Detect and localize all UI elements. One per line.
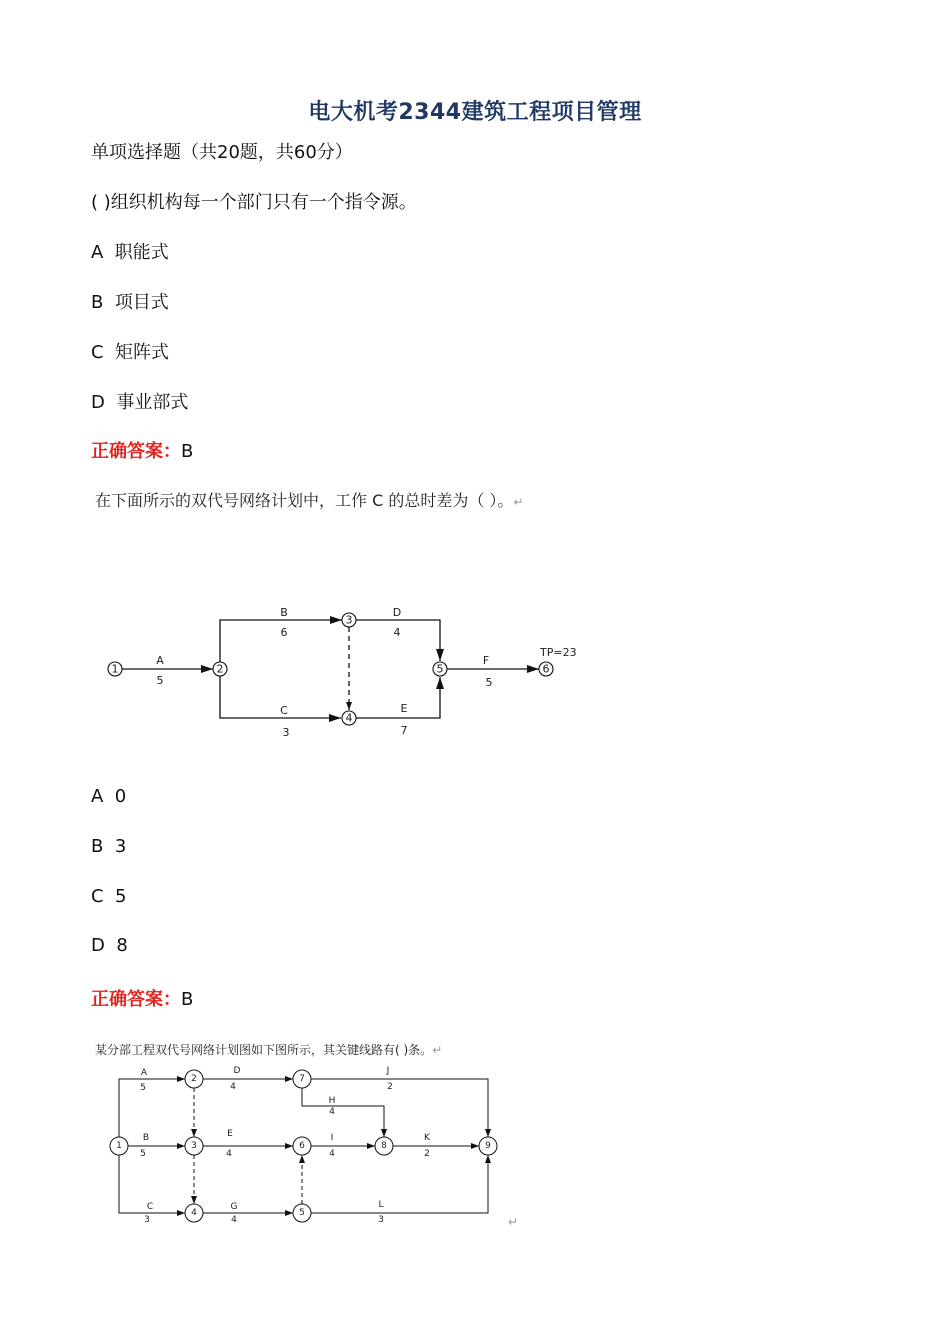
arrow-h [302,1088,384,1137]
node-label: 5 [436,662,444,676]
q2-answer [91,985,193,1011]
activity-duration: 7 [400,724,408,737]
activity-duration: 4 [393,626,401,639]
option-text: 0 [114,786,127,807]
arrow-j [311,1079,488,1137]
activity-name: E [400,702,408,715]
option-text: 5 [115,886,127,907]
activity-duration: 6 [280,626,288,639]
q1-option-a [91,238,169,264]
node-label: 8 [381,1141,387,1151]
arrow-e [356,677,440,718]
activity-name: B [280,606,288,619]
node-label: 7 [299,1074,305,1084]
option-text: 矩阵式 [115,342,170,363]
node-label: 6 [299,1141,305,1151]
option-letter: D [91,392,105,413]
activity-name: C [280,704,288,717]
activity-name: H [328,1096,336,1106]
activity-duration: 5 [140,1149,146,1159]
q3-network-diagram [100,1060,530,1235]
activity-name: E [227,1129,233,1139]
activity-name: L [378,1200,384,1210]
activity-name: F [482,654,490,667]
activity-duration: 4 [329,1149,335,1159]
node-label: 4 [345,711,353,725]
answer-value: B [181,989,194,1010]
node-label: 2 [191,1074,197,1084]
option-text: 事业部式 [116,392,189,413]
option-letter: B [91,836,104,857]
paragraph-mark: ↵ [513,495,524,509]
activity-name: D [233,1066,241,1076]
q2-stem [95,488,524,511]
paragraph-mark: ↵ [432,1043,443,1057]
arrow-l [311,1155,488,1213]
q1-option-d [91,388,188,414]
activity-duration: 4 [329,1107,335,1117]
node-label: 9 [485,1141,491,1151]
option-letter: A [91,242,104,263]
activity-duration: 3 [144,1215,150,1225]
node-label: 4 [191,1208,197,1218]
activity-duration: 4 [230,1082,236,1092]
section-heading: 单项选择题（共20题，共60分） [91,142,353,163]
q2-option-d [91,935,128,956]
q1-option-b [91,288,169,314]
q2-stem-text: 在下面所示的双代号网络计划中，工作 C 的总时差为（ ）。 [95,491,514,510]
activity-name: A [156,654,164,667]
activity-name: G [230,1202,238,1212]
option-text: 职能式 [114,242,169,263]
q2-option-b [91,836,126,857]
option-letter: B [91,292,104,313]
activity-duration: 4 [231,1215,237,1225]
node-label: 6 [542,662,550,676]
activity-name: C [146,1202,154,1212]
arrow-a [119,1079,185,1139]
activity-duration: 4 [226,1149,232,1159]
activity-name: I [330,1133,334,1143]
node-label: 2 [216,662,224,676]
activity-name: A [140,1068,148,1078]
q2-option-a [91,786,126,807]
page-title: 电大机考2344建筑工程项目管理 [308,100,642,125]
activity-duration: 3 [282,726,290,739]
paragraph-mark: ↵ [508,1215,519,1229]
node-label: 3 [191,1141,197,1151]
q2-option-c [91,886,126,907]
node-label: 1 [111,662,119,676]
q2-network-diagram [100,600,600,745]
option-letter: C [91,342,104,363]
activity-name: J [386,1066,390,1076]
option-letter: A [91,786,104,807]
activity-name: D [392,606,402,619]
option-letter: C [91,886,104,907]
activity-name: B [142,1133,150,1143]
answer-value: B [181,441,194,462]
node-label: 3 [345,613,353,627]
q3-stem [95,1041,442,1058]
q1-option-c [91,338,169,364]
answer-label: 正确答案： [91,441,181,462]
activity-duration: 2 [387,1082,393,1092]
tp-label: TP=23 [540,646,577,659]
activity-duration: 5 [140,1083,146,1093]
activity-name: K [424,1133,430,1143]
node-label: 1 [116,1141,122,1151]
q3-stem-text: 某分部工程双代号网络计划图如下图所示，其关键线路有( )条。 [95,1043,433,1057]
q1-answer [91,437,193,463]
option-text: 项目式 [114,292,169,313]
activity-duration: 5 [485,676,493,689]
activity-duration: 2 [424,1149,430,1159]
answer-label: 正确答案： [91,989,181,1010]
q1-stem: ( )组织机构每一个部门只有一个指令源。 [91,192,417,213]
option-text: 8 [116,935,128,956]
activity-duration: 5 [156,674,164,687]
node-label: 5 [299,1208,305,1218]
option-text: 3 [114,836,127,857]
activity-duration: 3 [378,1215,384,1225]
option-letter: D [91,935,105,956]
